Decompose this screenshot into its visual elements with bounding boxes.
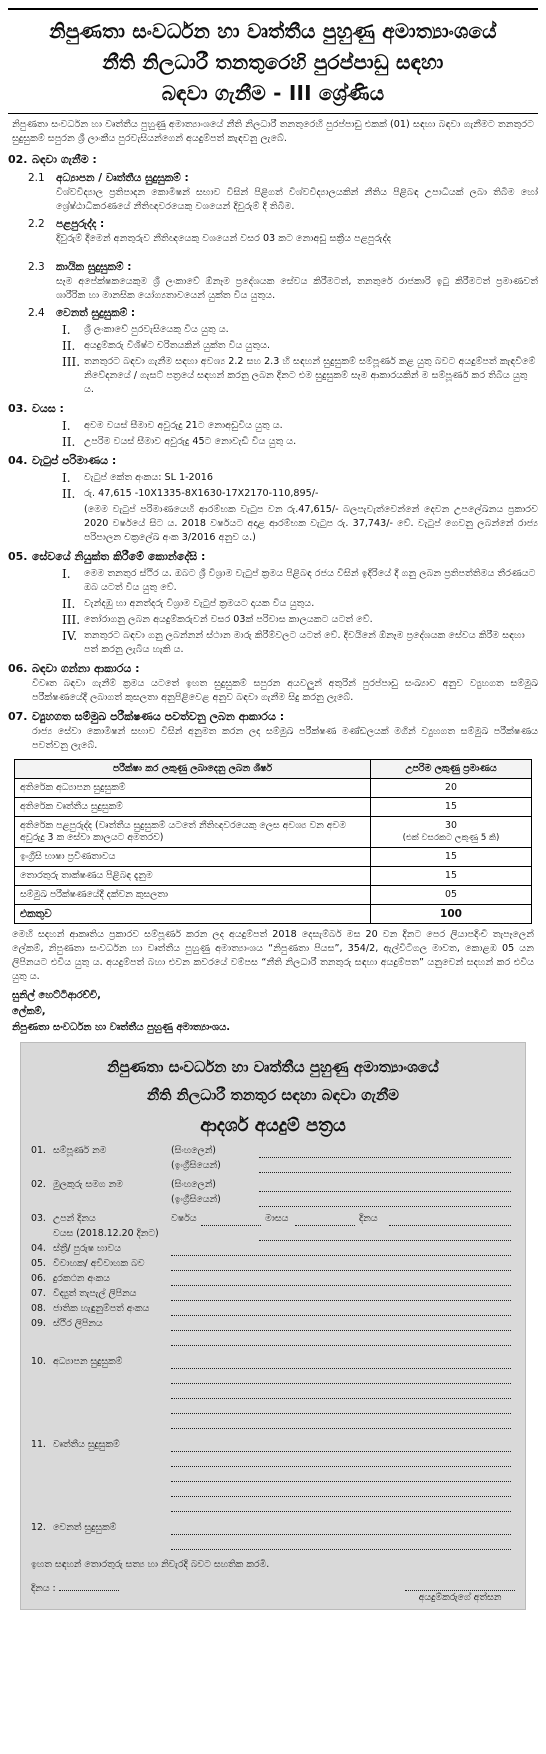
field-label: දුරකථන අංකය — [53, 1273, 110, 1284]
section-04-heading — [8, 453, 538, 469]
section-07-text: රාජ්‍ය සේවා කොමිෂන් සභාව විසින් අනුමත කරන ලද සම්මුඛ පරීක්ෂණ මණ්ඩලයක් මගින් ව්‍යුහගත සම්මුඛ පරීක්ෂණය පවත්වනු ලැබේ. — [32, 726, 538, 751]
declaration-text: ඉහත සඳහන් තොරතුරු සත්‍ය හා නිවැරදි බවට සහතික කරමි. — [31, 1559, 270, 1570]
intro-paragraph: නිපුණතා සංවර්ධන හා වෘත්තීය පුහුණු අමාත්‍යාංශයේ නීති නිලධාරී තනතුරෙහි පුරප්පාඩු එකක් (01) සඳහා බඳවා ගැනීමට තනතුරට සුදුසුකම් සපුරන ශ්‍රී ලාංකීය පුරවැසියන්ගෙන් අයදුම්පත් කැඳවනු ලැබේ. — [12, 119, 534, 144]
form-field-marital-status[interactable] — [31, 1256, 515, 1271]
field-number: 11. — [31, 1439, 46, 1450]
item-text: තනතුරට බඳවා ගැනීම සඳහා අවශ්‍ය 2.2 සහ 2.3 හි සඳහන් සුදුසුකම් සම්පූර්ණ කළ යුතු බවට අයදුම්පත් කැඳවීමේ නිවේදනයේ / ගැසට් පත්‍රයේ සඳහන් කරනු ලබන දිනට එම සුදුසුකම් සෑම ආකාරයකින් ම සම්පූර්ණ කර තිබිය යුතු ය. — [84, 356, 536, 395]
list-item — [62, 339, 538, 353]
section-title: සේවයේ නියුක්ත කිරීමේ කොන්දේසි : — [32, 550, 206, 563]
field-number: 12. — [31, 1522, 46, 1533]
section-number: 05. — [8, 550, 28, 563]
field-label: වෘත්තීය සුදුසුකම් — [53, 1439, 120, 1450]
subsection-2-2-text: දිවුරුම් දීමෙන් අනතුරුව නීතිඥයෙකු වශයෙන් වසර 03 කට නොඅඩු සක්‍රීය පළපුරුද්ද — [56, 233, 391, 244]
list-item — [62, 435, 538, 449]
item-text: තනතුරට බඳවා ගනු ලබන්නන් ස්ථාන මාරු කිරීම්වලට යටත් වේ. දිවයිනේ ඕනෑම ප්‍රදේශයක සේවය කිරීම සඳහා පත් කරනු ලැබිය හැකි ය. — [84, 630, 525, 655]
field-input-line[interactable] — [171, 1319, 511, 1331]
item-roman: IV. — [62, 629, 78, 643]
total-value: 100 — [371, 905, 532, 924]
table-total-row — [15, 905, 532, 924]
form-field-gender[interactable] — [31, 1241, 515, 1256]
field-label: සම්පූර්ණ නම — [53, 1145, 107, 1156]
subsection-number: 2.1 — [28, 172, 45, 184]
list-item — [62, 355, 538, 397]
field-input-line[interactable] — [171, 1289, 511, 1301]
field-input-line[interactable] — [259, 1229, 511, 1241]
field-number: 03. — [31, 1213, 46, 1224]
form-field-other[interactable] — [31, 1520, 515, 1535]
form-field-full-name-en[interactable] — [31, 1158, 515, 1173]
marks-cell: 05 — [371, 886, 532, 905]
advertisement-page — [8, 0, 538, 1610]
day-input-line[interactable] — [389, 1214, 511, 1226]
field-label: විද්‍යුත් තැපැල් ලිපිනය — [53, 1288, 137, 1299]
field-label: වයස (2018.12.20 දිනට) — [53, 1228, 159, 1239]
section-06-text: විවෘත බඳවා ගැනීම් ක්‍රමය යටතේ ඉහත සුදුසුකම් සපුරන අයවලුන් අතුරින් පුරප්පාඩු සංඛ්‍යාව අනුව ව්‍යුහගත සම්මුඛ පරීක්ෂණයේදී ලබාගත් කුසලතා අනුපිළිවෙළ අනුව බඳවා ගැනීම සිදු කරනු ලැබේ. — [32, 678, 538, 703]
signatory-block — [12, 988, 538, 1036]
criteria-cell: ඉංග්‍රීසි භාෂා ප්‍රවීණතාවය — [15, 848, 371, 867]
field-sublabel: මාසය — [265, 1213, 289, 1224]
list-item — [62, 323, 538, 337]
section-02-heading — [8, 152, 538, 168]
section-title: ව්‍යුහගත සම්මුඛ පරීක්ෂණය පවත්වනු ලබන ආකාරය : — [32, 710, 285, 723]
field-input-line[interactable] — [171, 1467, 511, 1482]
item-text: අයදුම්කරු විශිෂ්ට චරිතයකින් යුක්ත විය යුතුය. — [84, 340, 271, 351]
table-row — [15, 779, 532, 798]
item-text: තෝරාගනු ලබන අයදුම්කරුවන් වසර 03ක් පරිවාස කාලයකට යටත් වේ. — [84, 614, 373, 625]
form-field-education[interactable] — [31, 1354, 515, 1369]
list-item — [62, 487, 538, 501]
form-field-email[interactable] — [31, 1286, 515, 1301]
section-title: බඳවා ගන්නා ආකාරය : — [32, 662, 140, 675]
field-label: ස්ථිර ලිපිනය — [53, 1318, 103, 1329]
field-input-line[interactable] — [171, 1452, 511, 1467]
item-text: මෙම තනතුර ස්ථිර ය. ඔබට ශ්‍රී විශ්‍රාම වැටුප් ක්‍රමය පිළිබඳ රජය විසින් ඉදිරියේ දී ගනු ලබන ප්‍රතිපත්තිමය තීරණයට ඔබ යටත් විය යුතු වේ. — [84, 568, 536, 593]
section-number: 06. — [8, 662, 28, 675]
field-input-line[interactable] — [259, 1161, 511, 1173]
field-number: 01. — [31, 1145, 46, 1156]
field-label: උපන් දිනය — [53, 1213, 96, 1224]
subsection-2-3-text: සෑම අපේක්ෂකයෙකුම ශ්‍රී ලංකාවේ ඕනෑම ප්‍රදේශයක සේවය කිරීමටත්, තනතුරේ රාජකාරි ඉටු කිරීමටත් ප්‍රමාණවත් ශාරීරික හා මානසික යෝග්‍යතාවයෙන් යුක්ත විය යුතුය. — [56, 276, 538, 301]
marks-cell: 15 — [371, 867, 532, 886]
marks-cell — [371, 817, 532, 848]
field-sublabel: (ඉංග්‍රීසියෙන්) — [171, 1194, 221, 1205]
form-field-professional[interactable] — [31, 1437, 515, 1452]
field-input-line[interactable] — [171, 1399, 511, 1414]
table-row — [15, 848, 532, 867]
table-row — [15, 817, 532, 848]
field-input-line[interactable] — [259, 1180, 511, 1192]
field-label: මුලකුරු සමග නම — [53, 1179, 123, 1190]
total-label: එකතුව — [15, 905, 371, 924]
section-number: 04. — [8, 454, 28, 467]
item-roman: III. — [62, 613, 81, 627]
form-field-age[interactable] — [31, 1226, 515, 1241]
form-field-full-name-si[interactable] — [31, 1143, 515, 1158]
date-field[interactable] — [31, 1580, 119, 1605]
item-roman: II. — [62, 435, 76, 449]
item-text: උපරිම වයස් සීමාව අවුරුදු 45ට නොවැඩි විය යුතු ය. — [84, 436, 297, 447]
signature-input-line[interactable] — [405, 1580, 515, 1591]
criteria-cell: අතිරේක අධ්‍යාපන සුදුසුකම් — [15, 779, 371, 798]
field-input-line[interactable] — [171, 1357, 511, 1369]
item-text: වැටුප් කේත අංකය: SL 1-2016 — [84, 472, 213, 483]
section-number: 07. — [8, 710, 28, 723]
section-title: වයස : — [32, 402, 64, 415]
criteria-cell: සම්මුඛ පරීක්ෂණයේදී දක්වන කුසලතා — [15, 886, 371, 905]
form-title-2: නීති නිලධාරී තනතුර සඳහා බඳවා ගැනීම — [147, 1086, 399, 1104]
section-03-heading — [8, 401, 538, 417]
field-input-line[interactable] — [171, 1535, 511, 1550]
table-row — [15, 867, 532, 886]
item-roman: I. — [62, 567, 71, 581]
form-field-phone[interactable] — [31, 1271, 515, 1286]
header-line-2: නීති නිලධාරී තනතුරෙහි පුරප්පාඩු සඳහා — [102, 50, 444, 74]
address-extra-lines[interactable] — [171, 1331, 515, 1346]
section-06-heading — [8, 661, 538, 677]
criteria-cell: තොරතුරු තාක්ෂණය පිළිබඳ දැනුම — [15, 867, 371, 886]
field-label: විවාහක/ අවිවාහක බව — [53, 1258, 145, 1269]
field-input-line[interactable] — [171, 1523, 511, 1535]
marks-cell: 15 — [371, 848, 532, 867]
field-number: 08. — [31, 1303, 46, 1314]
field-input-line[interactable] — [171, 1274, 511, 1286]
field-label: වෙනත් සුදුසුකම් — [53, 1522, 117, 1533]
field-input-line[interactable] — [171, 1244, 511, 1256]
subsection-2-2-heading — [28, 217, 538, 232]
list-item — [62, 629, 538, 657]
field-input-line[interactable] — [171, 1414, 511, 1429]
list-item — [62, 419, 538, 433]
field-input-line[interactable] — [171, 1369, 511, 1384]
field-sublabel: (සිංහලෙන්) — [171, 1179, 216, 1190]
field-sublabel: (ඉංග්‍රීසියෙන්) — [171, 1160, 221, 1171]
field-input-line[interactable] — [259, 1195, 511, 1207]
field-sublabel: (සිංහලෙන්) — [171, 1145, 216, 1156]
form-field-name-initials-si[interactable] — [31, 1177, 515, 1192]
application-form — [20, 1042, 526, 1610]
table-row — [15, 886, 532, 905]
subsection-2-4-heading — [28, 306, 538, 321]
field-input-line[interactable] — [171, 1497, 511, 1512]
table-header-row — [15, 760, 532, 779]
field-number: 05. — [31, 1258, 46, 1269]
professional-extra-lines[interactable] — [171, 1452, 515, 1512]
list-item — [62, 613, 538, 627]
salary-note: (මෙම වැටුප් පරිමාණයෙහි ආරම්භක වැටුප වන රු.47,615/- බලපැවැත්වෙන්නේ දෙවන උපලේඛනය ප්‍රකාරව 2020 වර්ෂයේ සිට ය. 2018 වර්ෂයට අදාළ ආරම්භක වැටුප රු. 37,743/- වේ. වැටුප් ගෙවනු ලබන්නේ රාජ්‍ය පරිපාලන චක්‍රලේඛ අංක 3/2016 අනුව ය.) — [84, 504, 538, 543]
subsection-2-3-heading — [28, 260, 538, 275]
field-label: ජාතික හැඳුනුම්පත් අංකය — [53, 1303, 150, 1314]
field-number: 06. — [31, 1273, 46, 1284]
section-07-heading — [8, 709, 538, 725]
section-title: බඳවා ගැනීම : — [32, 153, 97, 166]
field-input-line[interactable] — [171, 1384, 511, 1399]
item-roman: II. — [62, 597, 76, 611]
education-extra-lines[interactable] — [171, 1369, 515, 1429]
field-number: 07. — [31, 1288, 46, 1299]
criteria-cell: අතිරේක වෘත්තීය සුදුසුකම් — [15, 798, 371, 817]
subsection-number: 2.4 — [28, 307, 45, 319]
item-roman: I. — [62, 419, 71, 433]
list-item — [62, 471, 538, 485]
divider — [8, 113, 538, 114]
header-line-3: බඳවා ගැනීම - III ශ්‍රේණිය — [161, 81, 385, 105]
item-roman: I. — [62, 323, 71, 337]
section-number: 02. — [8, 153, 28, 166]
marks-note: (එක් වසරකට ලකුණු 5 කි) — [402, 833, 500, 843]
item-roman: III. — [62, 355, 81, 369]
subsection-title: අධ්‍යාපන / වෘත්තීය සුදුසුකම් : — [56, 172, 189, 184]
date-input-line[interactable] — [59, 1580, 119, 1591]
subsection-number: 2.3 — [28, 261, 45, 273]
field-number: 09. — [31, 1318, 46, 1329]
closing-paragraph: මෙහි සදහන් ආකෘතිය ප්‍රකාරව සම්පූර්ණ කරන ලද අයදුම්පත් 2018 දෙසැම්බර් මස 20 වන දිනට පෙර ලියාපදිංචි තැපෑලෙන් ලේකම්, නිපුණතා සංවර්ධන හා වෘත්තීය පුහුණු අමාත්‍යාංශය “නිපුණතා පියස”, 354/2, ඇල්විටිගල මාවත, කොළඹ 05 යන ලිපිනයට එවිය යුතු ය. අයදුම්පත් බහා එවන කවරයේ වම්පස “නීති නිලධාරී තනතුරු සඳහා අයදුම්පත” යනුවෙන් සදහන් කර එවිය යුතු ය. — [12, 929, 534, 982]
list-item — [62, 567, 538, 595]
criteria-cell: අතිරේක පළපුරුද්ද (වෘත්තීය සුදුසුකම් යටතේ නීතිඥවරයෙකු ලෙස අවශ්‍ය වන අවම අවුරුදු 3 ක සේවා කාලයට අමතරව) — [15, 817, 371, 848]
column-header-criteria: පරීක්ෂා කර ලකුණු ලබාදෙනු ලබන ශීර්ෂ — [15, 760, 371, 779]
signatory-title: ලේකම්, — [12, 1006, 46, 1017]
form-field-address[interactable] — [31, 1316, 515, 1331]
other-extra-lines[interactable] — [171, 1535, 515, 1550]
year-input-line[interactable] — [201, 1214, 261, 1226]
item-text: රු. 47,615 -10X1335-8X1630-17X2170-110,895/- — [84, 488, 319, 499]
item-roman: II. — [62, 487, 76, 501]
subsection-title: වෙනත් සුදුසුකම් : — [56, 307, 136, 319]
item-text: ශ්‍රී ලංකාවේ පුරවැසියෙකු විය යුතු ය. — [84, 324, 229, 335]
item-text: වැන්දඹු හා අනත්දරු විශ්‍රාම වැටුප් ක්‍රමයට දායක විය යුතුය. — [84, 598, 315, 609]
field-label: ස්ත්‍රී/ පුරුෂ භාවය — [53, 1243, 121, 1254]
marks-table — [14, 759, 532, 924]
signatory-name: සුනිල් හෙට්ටිආරච්චි, — [12, 990, 101, 1001]
subsection-2-1-heading — [28, 171, 538, 186]
section-title: වැටුප් පරිමාණය : — [32, 454, 117, 467]
subsection-number: 2.2 — [28, 218, 45, 230]
item-roman: II. — [62, 339, 76, 353]
item-roman: I. — [62, 471, 71, 485]
field-sublabel: දිනය — [359, 1213, 378, 1224]
table-row — [15, 798, 532, 817]
form-field-name-initials-en[interactable] — [31, 1192, 515, 1207]
list-item — [62, 597, 538, 611]
field-input-line[interactable] — [171, 1304, 511, 1316]
field-input-line[interactable] — [171, 1259, 511, 1271]
signature-row — [31, 1580, 515, 1605]
subsection-2-1-text: විශ්වවිද්‍යාල ප්‍රතිපාදන කොමිෂන් සභාව විසින් පිළිගත් විශ්වවිද්‍යාලයකින් නීතිය පිළිබඳ උපාධියක් ලබා තිබීම හෝ ශ්‍රේෂ්ඨාධිකරණයේ නීතිඥවරයෙකු වශයෙන් දිවුරුම් දී තිබීම. — [56, 187, 538, 212]
form-field-nic[interactable] — [31, 1301, 515, 1316]
marks-cell: 15 — [371, 798, 532, 817]
date-label: දිනය : — [31, 1583, 56, 1594]
field-number: 02. — [31, 1179, 46, 1190]
section-05-heading — [8, 549, 538, 565]
field-input-line[interactable] — [171, 1440, 511, 1452]
month-input-line[interactable] — [295, 1214, 355, 1226]
field-input-line[interactable] — [171, 1482, 511, 1497]
signature-field[interactable] — [405, 1580, 515, 1605]
field-sublabel: වර්ෂය — [171, 1213, 197, 1224]
field-input-line[interactable] — [171, 1331, 511, 1346]
item-text: අවම වයස් සීමාව අවුරුදු 21ට නොඅඩුවිය යුතු ය. — [84, 420, 283, 431]
form-title-1: නිපුණතා සංවර්ධන හා වෘත්තීය පුහුණු අමාත්‍යාංශයේ — [107, 1058, 439, 1076]
header — [8, 8, 538, 109]
marks-cell: 20 — [371, 779, 532, 798]
section-number: 03. — [8, 402, 28, 415]
column-header-max-marks: උපරිම ලකුණු ප්‍රමාණය — [371, 760, 532, 779]
signatory-org: නිපුණතා සංවර්ධන හා වෘත්තීය පුහුණු අමාත්‍යාංශය. — [12, 1022, 231, 1033]
header-line-1: නිපුණතා සංවර්ධන හා වෘත්තීය පුහුණු අමාත්‍යාංශයේ — [49, 19, 497, 43]
field-number: 10. — [31, 1356, 46, 1367]
form-title-3: ආදර්ශ අයදුම් පත්‍රය — [200, 1115, 346, 1136]
form-field-date-of-birth[interactable] — [31, 1211, 515, 1226]
subsection-title: පළපුරුද්ද : — [56, 218, 105, 230]
field-label: අධ්‍යාපන සුදුසුකම් — [53, 1356, 123, 1367]
signature-label: අයදුම්කරුගේ අත්සන — [418, 1592, 502, 1603]
field-number: 04. — [31, 1243, 46, 1254]
subsection-title: කායික සුදුසුකම් : — [56, 261, 132, 273]
field-input-line[interactable] — [259, 1146, 511, 1158]
marks-value: 30 — [445, 820, 457, 831]
